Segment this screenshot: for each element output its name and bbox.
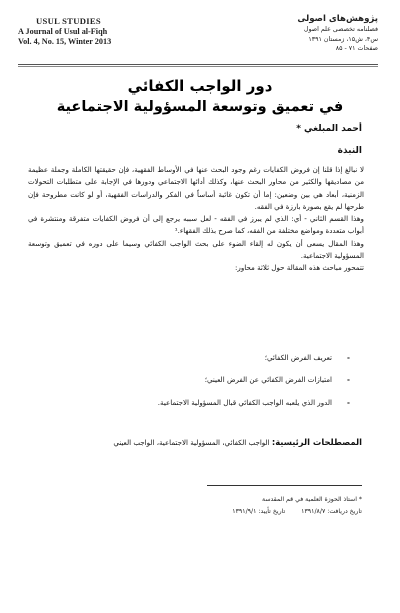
persian-journal-subtitle: فصلنامه تخصصی علم اصول [303,26,378,33]
keywords-line [28,436,362,449]
author-affiliation-note: * استاذ الحوزة العلمية في قم المقدسة [262,496,362,503]
persian-journal-name: پژوهش‌های اصولی [297,14,378,24]
article-title-line1: دور الواجب الكفائي [127,77,273,95]
list-item: - امتيازات الفرض الكفائي عن الفرض العيني؛ [50,374,350,386]
keywords-text: الواجب الكفائي، المسؤولية الاجتماعية، الواجب العيني [113,438,270,447]
header-divider-thin [18,66,378,67]
english-journal-header [18,16,168,48]
article-title-line2: في تعميق وتوسعة المسؤولية الاجتماعية [56,99,344,115]
footnotes [22,494,362,518]
persian-journal-header [218,13,378,54]
footnote-divider [207,485,362,486]
abstract-paragraph-3: وهذا المقال يسعى أن يكون له إلقاء الضوء على بحث الواجب الكفائي وسيما على دوره في تعميق وتوسعة المسؤولية الاجتماعية. [28,238,364,261]
topic-list [50,352,350,419]
abstract-paragraph-4: تتمحور مباحث هذه المقالة حول ثلاثة محاور: [235,263,364,273]
received-date: تاريخ دريافت: ۱۳۹۱/۸/۷ [301,508,362,515]
dash-bullet-icon: - [347,375,350,385]
persian-journal-issue: س۴، ش۱۵، زمستان ۱۳۹۱ [308,35,378,43]
header-divider [18,64,378,65]
list-item: - الدور الذي يلعبه الواجب الكفائي قبال المسؤولية الاجتماعية. [50,397,350,409]
english-journal-subtitle: A Journal of Usul al-Fiqh [18,26,108,36]
keywords-label: المصطلحات الرئيسية: [271,437,362,447]
article-author: أحمد المبلغي * [296,124,362,134]
list-item: - تعريف الفرض الكفائي؛ [50,352,350,364]
accepted-date: تاريخ تأييد: ۱۳۹۱/۹/۱ [232,508,286,515]
english-journal-name: USUL STUDIES [36,16,101,26]
abstract-paragraph-1: لا نبالغ إذا قلنا إن فروض الكفايات رغم وجود البحث عنها في الأوساط الفقهية، فإن حقيقتها الكاملة وجملة عظيمة من مصاديقها والكثير من محاور البحث عنها، وكذلك أدائها الاجتماعي ودورها في الإجابة على متطلبات التحولات الزمنية، أبعاد هي بين وضعين: إما أن تكون غائبة أساساً في الفكر والدراسات الفقهية، أو لو كانت مطروحة فإن طرحها لم يقع بصورة بارزة في الفقه. [28,165,364,211]
abstract-body [28,164,364,275]
dash-bullet-icon: - [347,397,350,407]
english-journal-issue: Vol. 4, No. 15, Winter 2013 [18,37,112,46]
article-dates [22,506,362,518]
dash-bullet-icon: - [347,353,350,362]
abstract-heading: النبذة [337,146,362,156]
persian-journal-pages: صفحات ۷۱ - ۸۵ [335,45,378,52]
abstract-paragraph-2: وهذا القسم الثاني - أي: الذي لم يبرز في الفقه - لعل سببه يرجع إلى أن فروض الكفايات متفرقة ومنتشرة في أبواب متعددة ومواضع مختلفة من الفقه، كما صرح بذلك الفقهاء.¹ [28,214,364,236]
